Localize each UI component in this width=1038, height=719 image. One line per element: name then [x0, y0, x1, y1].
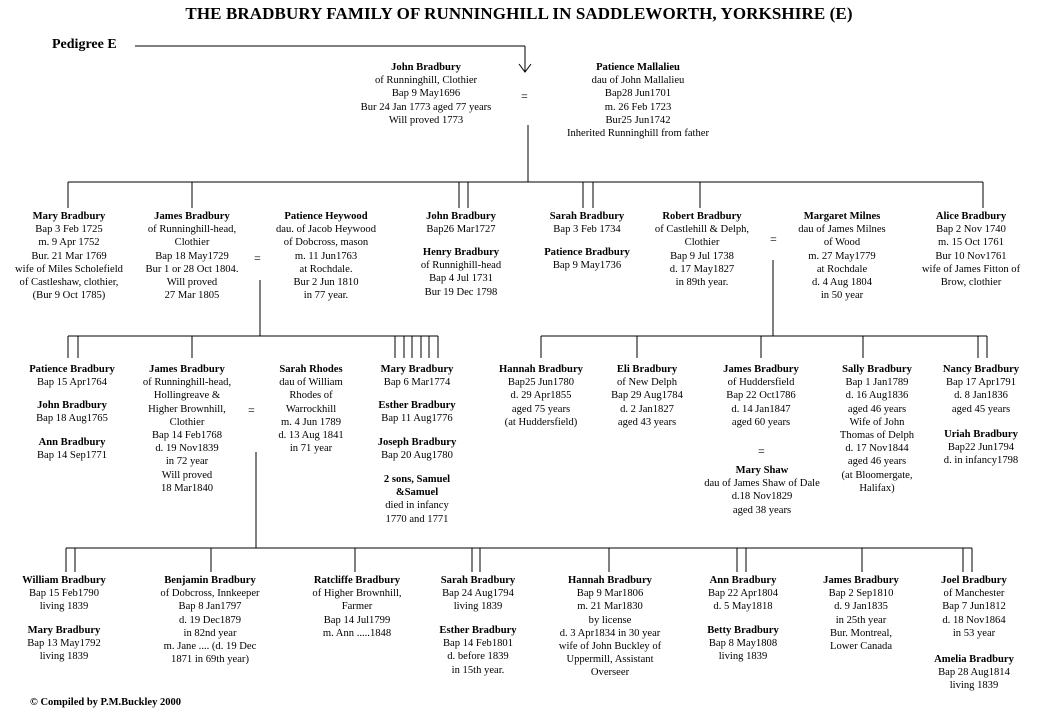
person-detail: of Runninghill-head,	[147, 224, 237, 236]
person-name: Alice Bradbury	[935, 211, 1007, 222]
person-name: Patience Bradbury	[29, 364, 115, 375]
person-patience-bradbury-1764	[12, 363, 132, 389]
pedigree-label: Pedigree E	[52, 37, 117, 52]
person-detail: dau of James Shaw of Dale	[704, 478, 820, 490]
person-name: Sarah Bradbury	[440, 575, 516, 586]
person-detail: d. 17 May1827	[669, 263, 735, 275]
person-detail: 1770 and 1771	[385, 513, 449, 525]
person-sarah-bradbury-1734	[532, 210, 642, 236]
person-amelia-bradbury	[918, 653, 1030, 693]
person-nancy-bradbury	[927, 363, 1035, 416]
person-detail: Bap 14 Sep1771	[36, 450, 108, 462]
person-detail: Bap 8 Jan1797	[178, 601, 242, 613]
person-detail: d. 17 Nov1844	[845, 443, 909, 455]
person-detail: Bap 13 May1792	[27, 638, 101, 650]
person-name: Nancy Bradbury	[942, 364, 1020, 375]
person-name: Mary Shaw	[735, 465, 789, 476]
person-detail: aged 75 years	[511, 403, 571, 415]
person-name: Robert Bradbury	[662, 211, 742, 222]
person-detail: Bap 28 Aug1814	[938, 667, 1010, 679]
person-detail: d. before 1839	[447, 651, 509, 663]
person-benjamin-bradbury	[142, 574, 278, 666]
person-detail: Bap 24 Aug1794	[442, 588, 514, 600]
person-detail: Halifax)	[859, 482, 895, 494]
person-james-bradbury-1768	[127, 363, 247, 495]
person-detail: in 89th year.	[675, 277, 729, 289]
person-detail: Bur25 Jun1742	[605, 114, 671, 126]
person-name: Benjamin Bradbury	[164, 575, 256, 586]
person-detail: Bap25 Jun1780	[507, 377, 575, 389]
person-detail: m. 26 Feb 1723	[604, 101, 672, 113]
person-hannah-bradbury-1780	[481, 363, 601, 429]
person-name: Amelia Bradbury	[934, 654, 1014, 665]
person-detail: Clothier	[684, 237, 720, 249]
person-name: James Bradbury	[823, 575, 899, 586]
person-detail: Will proved	[166, 277, 218, 289]
person-detail: dau of James Milnes	[798, 224, 886, 236]
person-name: Ann Bradbury	[38, 437, 106, 448]
person-mary-bradbury-1774	[362, 363, 472, 389]
person-detail: of Dobcross, mason	[283, 237, 369, 249]
person-detail: Bap 11 Aug1776	[381, 413, 453, 425]
person-detail: d. in infancy1798	[943, 455, 1019, 467]
person-name: John Bradbury	[391, 62, 461, 73]
person-name: James Bradbury	[723, 364, 799, 375]
person-detail: Bap 8 May1808	[708, 638, 778, 650]
person-detail: Bap 15 Feb1790	[28, 588, 100, 600]
person-patience-heywood	[265, 210, 387, 302]
person-detail: Lower Canada	[829, 641, 893, 653]
person-detail: m. 21 Mar1830	[577, 601, 643, 613]
person-detail: Thomas of Delph	[839, 430, 915, 442]
person-detail: of Higher Brownhill,	[312, 588, 402, 600]
person-detail: m. 9 Apr 1752	[38, 237, 100, 249]
person-detail: of Manchester	[943, 588, 1005, 600]
person-detail: Farmer	[341, 601, 373, 613]
person-detail: Bur 1 or 28 Oct 1804.	[145, 263, 239, 275]
person-james-bradbury-1786	[705, 363, 817, 429]
person-detail: 18 Mar1840	[160, 482, 214, 494]
person-sarah-bradbury-1794	[422, 574, 534, 614]
person-william-bradbury	[6, 574, 122, 614]
person-detail: 1871 in 69th year)	[171, 654, 249, 666]
person-john-bradbury-1727	[406, 210, 516, 236]
person-detail: wife of John Buckley of	[558, 641, 662, 653]
person-hannah-bradbury-1806	[542, 574, 678, 680]
person-name: Esther Bradbury	[378, 400, 456, 411]
person-mary-bradbury-1725	[4, 210, 134, 302]
person-detail: d.18 Nov1829	[731, 491, 793, 503]
person-detail: m. Ann .....1848	[322, 627, 392, 639]
person-detail: of Runninghill, Clothier	[374, 75, 478, 87]
person-joel-bradbury	[918, 574, 1030, 640]
person-detail: Bap 7 Jun1812	[942, 601, 1006, 613]
person-name: Ratcliffe Bradbury	[313, 575, 401, 586]
person-detail: Inherited Runninghill from father	[566, 128, 710, 140]
person-detail: Hollingreave &	[153, 390, 221, 402]
marriage-sign: =	[770, 232, 777, 246]
person-esther-bradbury-1776	[362, 399, 472, 425]
person-detail: m. 11 Jun1763	[294, 250, 358, 262]
person-detail: in 71 year	[289, 443, 333, 455]
person-detail: d. 3 Apr1834 in 30 year	[559, 627, 661, 639]
person-detail: aged 38 years	[732, 504, 792, 516]
person-detail: Bur 2 Jun 1810	[293, 277, 359, 289]
person-name: Mary Bradbury	[380, 364, 454, 375]
marriage-sign: =	[248, 403, 255, 417]
person-detail: m. 27 May1779	[808, 250, 876, 262]
person-detail: Bap 2 Nov 1740	[936, 224, 1006, 236]
person-detail: 27 Mar 1805	[164, 290, 220, 302]
person-ratcliffe-bradbury	[297, 574, 417, 640]
person-detail: dau of John Mallalieu	[591, 75, 685, 87]
person-detail: Bap 14 Jul1799	[323, 614, 391, 626]
person-detail: by license	[588, 614, 632, 626]
person-john-bradbury-1696	[338, 61, 514, 127]
person-john-bradbury-1765	[12, 399, 132, 425]
person-name: Betty Bradbury	[707, 625, 779, 636]
person-detail: living 1839	[39, 601, 89, 613]
person-name: Patience Bradbury	[544, 247, 630, 258]
person-robert-bradbury	[642, 210, 762, 289]
person-detail: died in infancy	[385, 500, 449, 512]
person-name: Sarah Bradbury	[549, 211, 625, 222]
person-detail: Wife of John	[849, 416, 905, 428]
person-detail: in 50 year	[820, 290, 864, 302]
person-detail: wife of James Fitton of	[921, 263, 1021, 275]
person-name: Sarah Rhodes	[279, 364, 343, 375]
person-detail: Bur. 21 Mar 1769	[31, 250, 107, 262]
person-detail: d. 9 Jan1835	[834, 601, 888, 613]
person-uriah-bradbury	[927, 428, 1035, 468]
person-name: William Bradbury	[22, 575, 106, 586]
person-name: John Bradbury	[37, 400, 107, 411]
person-detail: Bap 2 Sep1810	[828, 588, 894, 600]
person-detail: wife of Miles Scholefield	[15, 263, 123, 275]
person-henry-bradbury	[406, 246, 516, 299]
person-detail: Bap 9 Mar1806	[576, 588, 644, 600]
person-detail: Will proved 1773	[388, 114, 464, 126]
person-detail: (at Bloomergate,	[841, 469, 913, 481]
person-name: Ann Bradbury	[709, 575, 777, 586]
person-name: Joel Bradbury	[941, 575, 1007, 586]
person-detail: Bap 9 May1696	[391, 88, 461, 100]
person-detail: of Castleshaw, clothier,	[19, 277, 119, 289]
person-detail: in 25th year	[835, 614, 887, 626]
person-detail: (Bur 9 Oct 1785)	[32, 290, 106, 302]
person-patience-mallalieu	[545, 61, 731, 140]
person-detail: m. 15 Oct 1761	[938, 237, 1004, 249]
person-detail: at Rochdale	[816, 263, 868, 275]
person-name: Mary Bradbury	[32, 211, 106, 222]
person-detail: of Runnighill-head	[420, 260, 502, 272]
person-detail: Bap22 Jun1794	[947, 442, 1015, 454]
person-name: Uriah Bradbury	[944, 429, 1018, 440]
person-detail: Clothier	[174, 237, 210, 249]
marriage-sign: =	[254, 251, 261, 265]
person-detail: living 1839	[39, 651, 89, 663]
person-detail: d. 2 Jan1827	[620, 403, 674, 415]
person-detail: d. 29 Apr1855	[510, 390, 572, 402]
person-detail: Bap 18 May1729	[155, 250, 229, 262]
person-detail: living 1839	[949, 680, 999, 692]
person-detail: Warrockhill	[285, 403, 337, 415]
person-detail: of Wood	[823, 237, 861, 249]
person-sarah-rhodes	[257, 363, 365, 455]
person-detail: Bap 3 Feb 1725	[35, 224, 103, 236]
person-detail: Bap 17 Apr1791	[945, 377, 1017, 389]
marriage-sign: =	[758, 444, 765, 458]
person-esther-bradbury-1801	[422, 624, 534, 677]
person-detail: living 1839	[453, 601, 503, 613]
person-detail: Bap 1 Jan1789	[845, 377, 909, 389]
person-detail: d. 13 Aug 1841	[278, 430, 344, 442]
person-detail: Bap 18 Aug1765	[36, 413, 108, 425]
person-name: Esther Bradbury	[439, 625, 517, 636]
person-detail: in 15th year.	[451, 664, 505, 676]
person-detail: aged 45 years	[951, 403, 1011, 415]
person-detail: Bap 9 Jul 1738	[670, 250, 734, 262]
person-sally-bradbury	[821, 363, 933, 495]
person-name: Margaret Milnes	[803, 211, 881, 222]
person-detail: Bur 19 Dec 1798	[424, 286, 498, 298]
two-sons-samuel	[362, 473, 472, 526]
person-detail: Higher Brownhill,	[148, 403, 226, 415]
person-name: Hannah Bradbury	[499, 364, 583, 375]
person-detail: d. 14 Jan1847	[731, 403, 791, 415]
person-detail: Uppermill, Assistant	[566, 654, 654, 666]
person-detail: of Dobcross, Innkeeper	[160, 588, 260, 600]
person-mary-bradbury-1792	[6, 624, 122, 664]
person-alice-bradbury	[907, 210, 1035, 289]
person-detail: d. 4 Aug 1804	[811, 277, 873, 289]
person-name: &Samuel	[395, 487, 439, 499]
person-joseph-bradbury	[362, 436, 472, 462]
person-detail: at Rochdale.	[299, 263, 353, 275]
person-ann-bradbury-1804	[688, 574, 798, 614]
compiler-credit: © Compiled by P.M.Buckley 2000	[30, 697, 181, 708]
person-name: Patience Heywood	[284, 211, 368, 222]
person-name: Eli Bradbury	[616, 364, 678, 375]
person-james-bradbury-1810	[805, 574, 917, 653]
person-detail: d. 18 Nov1864	[942, 614, 1006, 626]
person-james-bradbury-1729	[132, 210, 252, 302]
person-detail: of Huddersfield	[727, 377, 795, 389]
person-detail: Bap 9 May1736	[552, 260, 622, 272]
person-detail: Bap 4 Jul 1731	[429, 273, 493, 285]
person-detail: living 1839	[718, 651, 768, 663]
person-detail: Bap 20 Aug1780	[381, 450, 453, 462]
person-detail: Brow, clothier	[940, 277, 1002, 289]
marriage-sign: =	[521, 89, 528, 103]
person-detail: m. Jane .... (d. 19 Dec	[163, 641, 257, 653]
person-detail: d. 19 Nov1839	[155, 443, 219, 455]
person-detail: d. 8 Jan1836	[954, 390, 1008, 402]
person-name: Mary Bradbury	[27, 625, 101, 636]
person-detail: dau. of Jacob Heywood	[275, 224, 377, 236]
person-name: Joseph Bradbury	[377, 437, 457, 448]
person-detail: d. 19 Dec1879	[178, 614, 242, 626]
person-name: Hannah Bradbury	[568, 575, 652, 586]
person-detail: of Runninghill-head,	[142, 377, 232, 389]
person-eli-bradbury	[592, 363, 702, 429]
person-name: James Bradbury	[149, 364, 225, 375]
person-patience-bradbury-1736	[532, 246, 642, 272]
person-detail: Bap26 Mar1727	[426, 224, 496, 236]
person-detail: d. 16 Aug1836	[845, 390, 909, 402]
person-detail: Clothier	[169, 416, 205, 428]
person-detail: m. 4 Jun 1789	[280, 416, 342, 428]
person-name: Sally Bradbury	[842, 364, 912, 375]
person-detail: Bap 22 Oct1786	[726, 390, 796, 402]
person-detail: Bap28 Jun1701	[604, 88, 672, 100]
person-mary-shaw	[692, 464, 832, 517]
person-detail: in 72 year	[165, 456, 209, 468]
person-detail: aged 46 years	[847, 403, 907, 415]
person-detail: (at Huddersfield)	[504, 416, 578, 428]
person-detail: Bap 15 Apr1764	[36, 377, 108, 389]
person-detail: Rhodes of	[289, 390, 333, 402]
person-name: John Bradbury	[426, 211, 496, 222]
person-detail: Bap 22 Apr1804	[707, 588, 779, 600]
page-title: THE BRADBURY FAMILY OF RUNNINGHILL IN SADDLEWORTH, YORKSHIRE (E)	[185, 4, 853, 23]
person-detail: dau of William	[279, 377, 343, 389]
person-detail: of Castlehill & Delph,	[654, 224, 750, 236]
person-detail: of New Delph	[616, 377, 677, 389]
person-margaret-milnes	[782, 210, 902, 302]
person-detail: aged 43 years	[617, 416, 677, 428]
person-name: 2 sons, Samuel	[383, 474, 451, 485]
person-detail: Bap 14 Feb1768	[151, 430, 223, 442]
person-detail: Bur 10 Nov1761	[935, 250, 1007, 262]
person-detail: Bur. Montreal,	[829, 627, 893, 639]
person-detail: Bap 14 Feb1801	[442, 638, 514, 650]
person-detail: aged 60 years	[731, 416, 791, 428]
person-detail: Will proved	[161, 469, 213, 481]
person-ann-bradbury-1771	[12, 436, 132, 462]
person-detail: Bap 3 Feb 1734	[553, 224, 621, 236]
person-name: Henry Bradbury	[422, 247, 500, 258]
person-detail: Overseer	[590, 667, 630, 679]
person-detail: d. 5 May1818	[713, 601, 773, 613]
person-detail: Bap 6 Mar1774	[383, 377, 451, 389]
person-detail: in 82nd year	[183, 627, 237, 639]
person-name: Patience Mallalieu	[596, 62, 680, 73]
person-betty-bradbury	[688, 624, 798, 664]
person-detail: in 53 year	[952, 627, 996, 639]
person-detail: aged 46 years	[847, 456, 907, 468]
person-detail: Bap 29 Aug1784	[611, 390, 683, 402]
person-detail: Bur 24 Jan 1773 aged 77 years	[360, 101, 492, 113]
person-name: James Bradbury	[154, 211, 230, 222]
person-detail: in 77 year.	[303, 290, 349, 302]
